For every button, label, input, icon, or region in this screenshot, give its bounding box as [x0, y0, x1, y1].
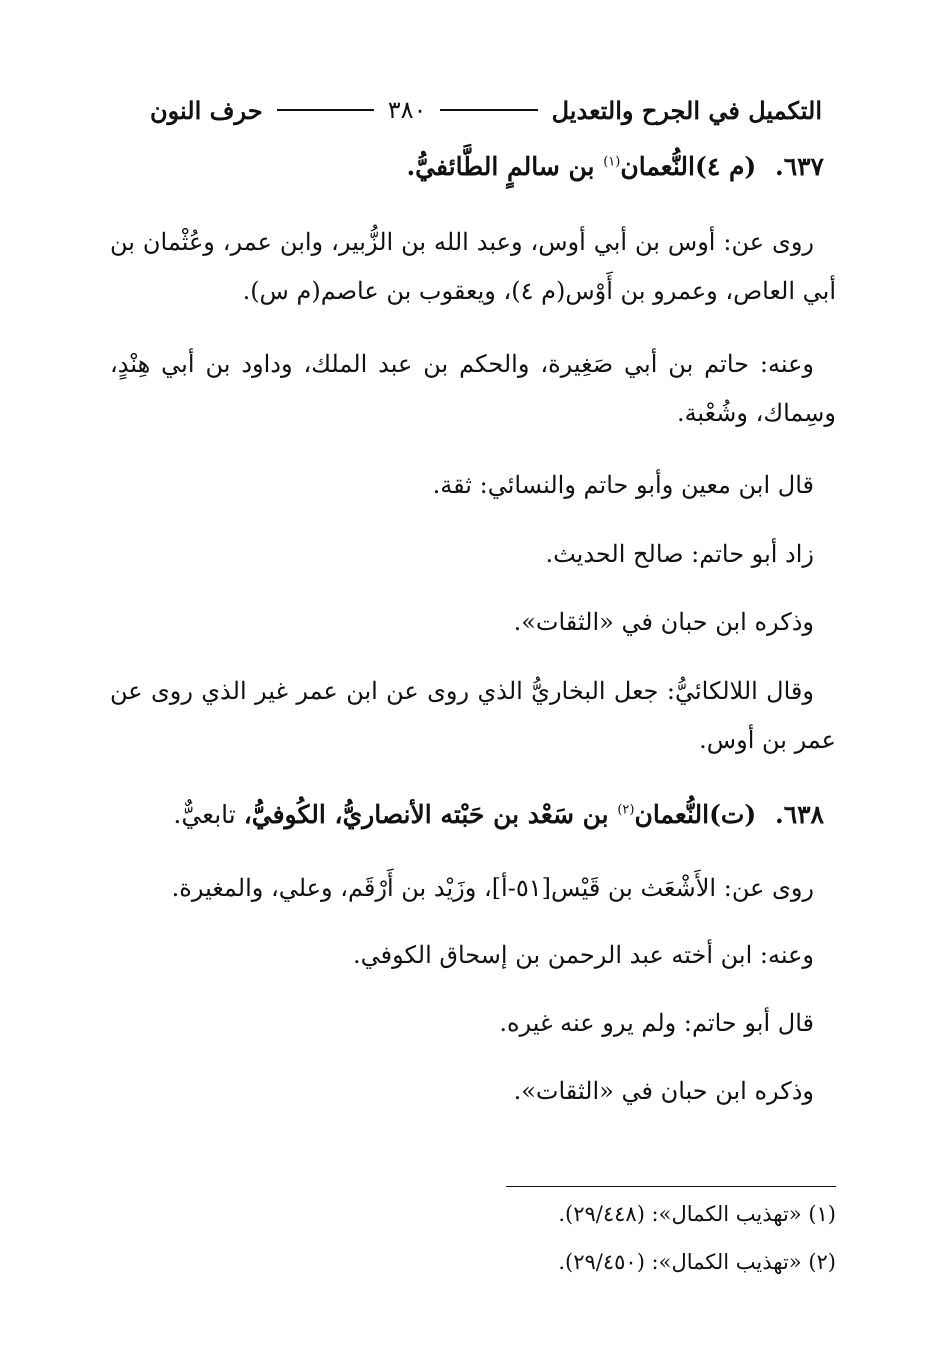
footnote-ref: (٢): [617, 802, 635, 818]
paragraph: زاد أبو حاتم: صالح الحديث.: [545, 540, 814, 568]
entry-heading: [406, 152, 824, 181]
paragraph: وعنه: ابن أخته عبد الرحمن بن إسحاق الكوفي.: [353, 941, 814, 969]
section-title: حرف النون: [149, 95, 263, 125]
paragraph: قال أبو حاتم: ولم يرو عنه غيره.: [499, 1009, 814, 1037]
entry-symbol: (ت): [709, 800, 757, 829]
entry-number: ٦٣٧.: [774, 152, 824, 181]
entry-symbol: (م ٤): [694, 152, 757, 181]
entry-name-rest: بن سالمٍ الطَّائفيُّ.: [406, 152, 595, 181]
header-rule: [277, 109, 374, 111]
paragraph: روى عن: الأَشْعَث بن قَيْس[٥١-أ]، وزَيْد بن أَرْقَم، وعلي، والمغيرة.: [171, 874, 814, 902]
footnote: (٢) «تهذيب الكمال»: (٢٩/٤٥٠).: [558, 1250, 836, 1274]
entry-name: النُّعمان: [634, 800, 710, 829]
paragraph: وعنه: حاتم بن أبي صَغِيرة، والحكم بن عبد الملك، وداود بن أبي هِنْدٍ، وسِماك، وشُعْبة.: [110, 350, 836, 427]
paragraph: وقال اللالكائيُّ: جعل البخاريُّ الذي روى عن ابن عمر غير الذي روى عن عمر بن أوس.: [110, 677, 836, 754]
entry-name: النُّعمان: [620, 152, 695, 181]
entry-heading: [173, 800, 824, 829]
paragraph: روى عن: أوس بن أبي أوس، وعبد الله بن الزُّبير، وابن عمر، وعُثْمان بن أبي العاص، وعمرو بن أَوْس(م ٤)، ويعقوب بن عاصم(م س).: [110, 228, 836, 305]
running-header: [150, 90, 822, 130]
entry-number: ٦٣٨.: [774, 800, 824, 829]
footnote-divider: [506, 1186, 836, 1187]
paragraph: قال ابن معين وأبو حاتم والنسائي: ثقة.: [432, 471, 814, 499]
paragraph: وذكره ابن حبان في «الثقات».: [513, 1077, 814, 1105]
entry-tail: تابعيٌّ.: [173, 800, 244, 829]
header-rule: [440, 109, 537, 111]
paragraph: وذكره ابن حبان في «الثقات».: [513, 608, 814, 636]
page-number: ٣٨٠: [387, 96, 427, 124]
footnote-ref: (١): [603, 154, 621, 170]
entry-name-rest: بن سَعْد بن حَبْته الأنصاريُّ، الكُوفيُّ،: [243, 800, 609, 829]
footnote: (١) «تهذيب الكمال»: (٢٩/٤٤٨).: [558, 1202, 836, 1226]
book-title: التكميل في الجرح والتعديل: [551, 95, 822, 125]
